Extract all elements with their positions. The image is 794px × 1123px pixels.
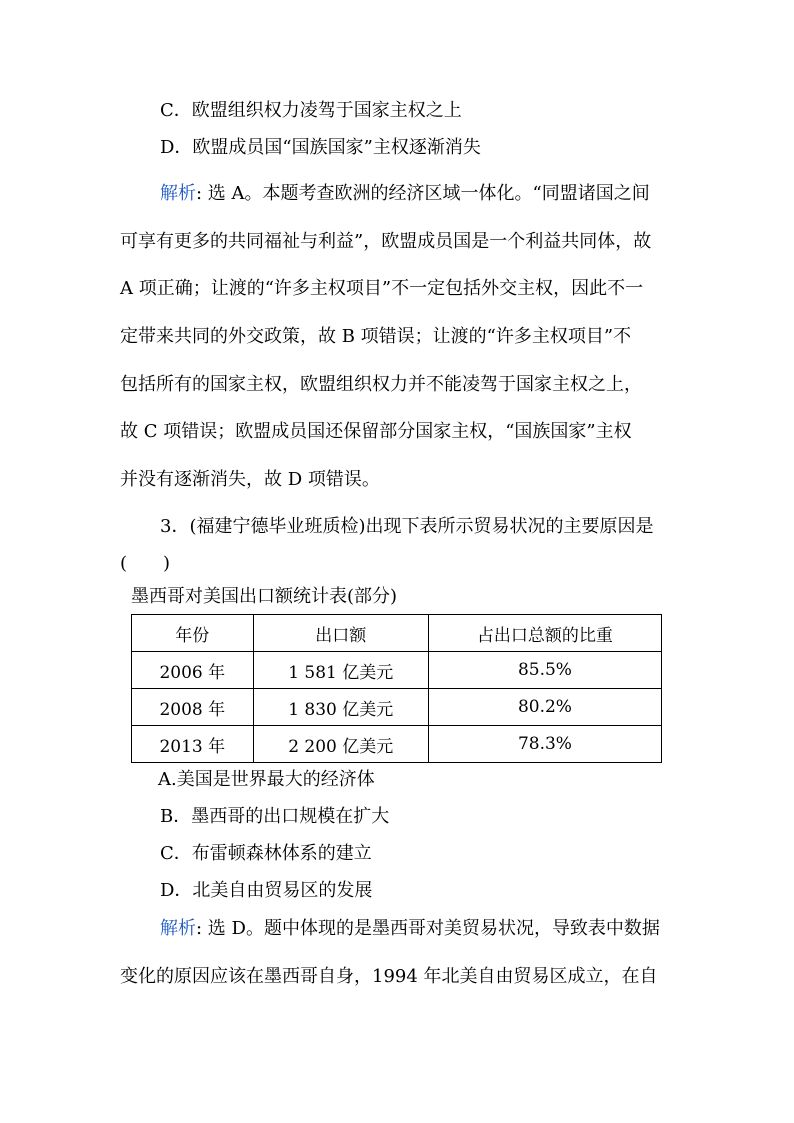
answer-blank: ( ) (120, 553, 171, 574)
option-c: C．布雷顿森林体系的建立 (160, 843, 372, 864)
table-header: 出口额 (253, 615, 428, 652)
table-row (132, 726, 662, 763)
table-row (132, 652, 662, 689)
table-cell: 2 200 亿美元 (253, 726, 428, 763)
analysis-line: 故 C 项错误；欧盟成员国还保留部分国家主权，“国族国家”主权 (120, 421, 632, 442)
table-cell: 80.2% (428, 689, 661, 726)
analysis-line: 变化的原因应该在墨西哥自身，1994 年北美自由贸易区成立，在自 (120, 966, 658, 987)
analysis-label: 解析 (160, 183, 196, 204)
table-cell: 2006 年 (132, 652, 254, 689)
table-cell: 2008 年 (132, 689, 254, 726)
table-cell: 85.5% (428, 652, 661, 689)
analysis-line: A 项正确；让渡的“许多主权项目”不一定包括外交主权，因此不一 (120, 278, 644, 299)
question-stem: 3．(福建宁德毕业班质检)出现下表所示贸易状况的主要原因是 (160, 516, 654, 537)
option-a: A.美国是世界最大的经济体 (158, 769, 375, 790)
analysis-line: 可享有更多的共同福祉与利益”，欧盟成员国是一个利益共同体，故 (120, 231, 652, 252)
table-cell: 2013 年 (132, 726, 254, 763)
table-cell: 1 830 亿美元 (253, 689, 428, 726)
analysis-line: 解析: 选 D。题中体现的是墨西哥对美贸易状况，导致表中数据 (160, 918, 660, 939)
analysis-line: 定带来共同的外交政策，故 B 项错误；让渡的“许多主权项目”不 (120, 326, 632, 347)
table-caption: 墨西哥对美国出口额统计表(部分) (131, 586, 398, 607)
analysis-line: 包括所有的国家主权，欧盟组织权力并不能凌驾于国家主权之上， (120, 374, 642, 395)
option-d: D．北美自由贸易区的发展 (160, 880, 373, 901)
option-b: B．墨西哥的出口规模在扩大 (160, 806, 390, 827)
table-cell: 78.3% (428, 726, 661, 763)
export-table (131, 614, 662, 763)
table-header: 占出口总额的比重 (428, 615, 661, 652)
analysis-line: 解析: 选 A。本题考查欧洲的经济区域一体化。“同盟诸国之间 (160, 183, 650, 204)
table-header-row (132, 615, 662, 652)
option-d: D．欧盟成员国“国族国家”主权逐渐消失 (160, 137, 481, 158)
option-c: C．欧盟组织权力凌驾于国家主权之上 (160, 100, 462, 121)
table-header: 年份 (132, 615, 254, 652)
table-cell: 1 581 亿美元 (253, 652, 428, 689)
analysis-label: 解析 (160, 918, 196, 939)
table-row (132, 689, 662, 726)
analysis-line: 并没有逐渐消失，故 D 项错误。 (120, 469, 380, 490)
